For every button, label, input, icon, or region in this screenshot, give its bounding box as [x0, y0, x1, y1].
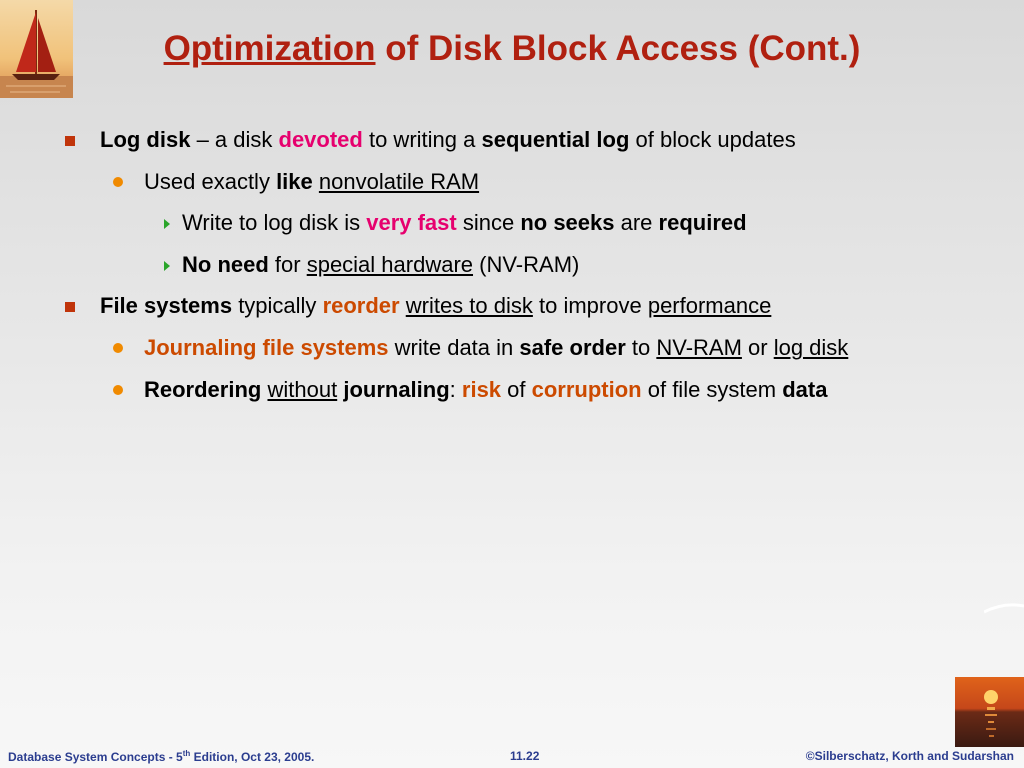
footer-copyright: ©Silberschatz, Korth and Sudarshan: [805, 749, 1014, 763]
text-highlight: very fast: [366, 210, 457, 235]
text: – a disk: [190, 127, 279, 152]
text: Write to log disk is: [182, 210, 367, 235]
page-number: 11.22: [510, 749, 540, 763]
text-underlined: writes to disk: [405, 293, 533, 318]
slide-footer: [0, 748, 1024, 768]
text: for: [268, 252, 307, 277]
text: to improve: [532, 293, 648, 318]
footer-text: Database System Concepts - 5: [8, 750, 183, 764]
text-underlined: without: [267, 377, 338, 402]
text: are: [614, 210, 659, 235]
footer-text: Edition, Oct 23, 2005.: [190, 750, 315, 764]
text: Used exactly: [144, 169, 277, 194]
bullet-log-disk: [100, 126, 796, 154]
square-bullet-icon: [65, 136, 75, 146]
triangle-bullet-icon: [164, 261, 170, 271]
text-highlight: reorder: [322, 293, 400, 318]
triangle-bullet-icon: [164, 219, 170, 229]
bullet-file-systems: [100, 292, 771, 320]
text: write data in: [388, 335, 520, 360]
text-underlined: nonvolatile RAM: [318, 169, 480, 194]
text-bold: Log disk: [100, 127, 191, 152]
slide-title: [0, 29, 1024, 69]
dot-bullet-icon: [113, 177, 123, 187]
square-bullet-icon: [65, 302, 75, 312]
text: of block updates: [629, 127, 796, 152]
text: to: [625, 335, 657, 360]
text-highlight: risk: [461, 377, 502, 402]
text-underlined: performance: [647, 293, 772, 318]
title-rest: of Disk Block Access (Cont.): [375, 29, 861, 68]
text-underlined: log disk: [773, 335, 849, 360]
footer-superscript: th: [182, 749, 191, 758]
bullet-no-need: [182, 251, 579, 279]
text-underlined: special hardware: [306, 252, 474, 277]
bullet-journaling: [144, 334, 848, 362]
text-bold: File systems: [100, 293, 233, 318]
dot-bullet-icon: [113, 343, 123, 353]
decorative-swoosh-icon: [984, 600, 1024, 620]
text-bold: Reordering: [144, 377, 262, 402]
text-bold: sequential log: [481, 127, 630, 152]
text-bold: data: [782, 377, 828, 402]
text: typically: [232, 293, 323, 318]
text-bold: journaling: [343, 377, 450, 402]
title-underlined-word: Optimization: [163, 29, 376, 68]
text-bold: no seeks: [520, 210, 615, 235]
bullet-reordering: [144, 376, 827, 404]
text-bold: like: [276, 169, 313, 194]
bullet-write-to-log: [182, 209, 747, 237]
text-highlight: corruption: [531, 377, 642, 402]
text: of: [501, 377, 532, 402]
text-highlight: devoted: [278, 127, 363, 152]
text: or: [741, 335, 774, 360]
text-bold: No need: [182, 252, 269, 277]
text: :: [449, 377, 462, 402]
text: (NV-RAM): [473, 252, 580, 277]
text-underlined: NV-RAM: [656, 335, 742, 360]
text: of file system: [641, 377, 783, 402]
text-bold: required: [658, 210, 747, 235]
sunset-icon: [955, 677, 1024, 747]
bullet-used-exactly: [144, 168, 479, 196]
footer-book-info: [8, 749, 314, 764]
text: since: [456, 210, 521, 235]
dot-bullet-icon: [113, 385, 123, 395]
text: to writing a: [362, 127, 482, 152]
text-highlight: Journaling file systems: [144, 335, 389, 360]
text-bold: safe order: [519, 335, 626, 360]
